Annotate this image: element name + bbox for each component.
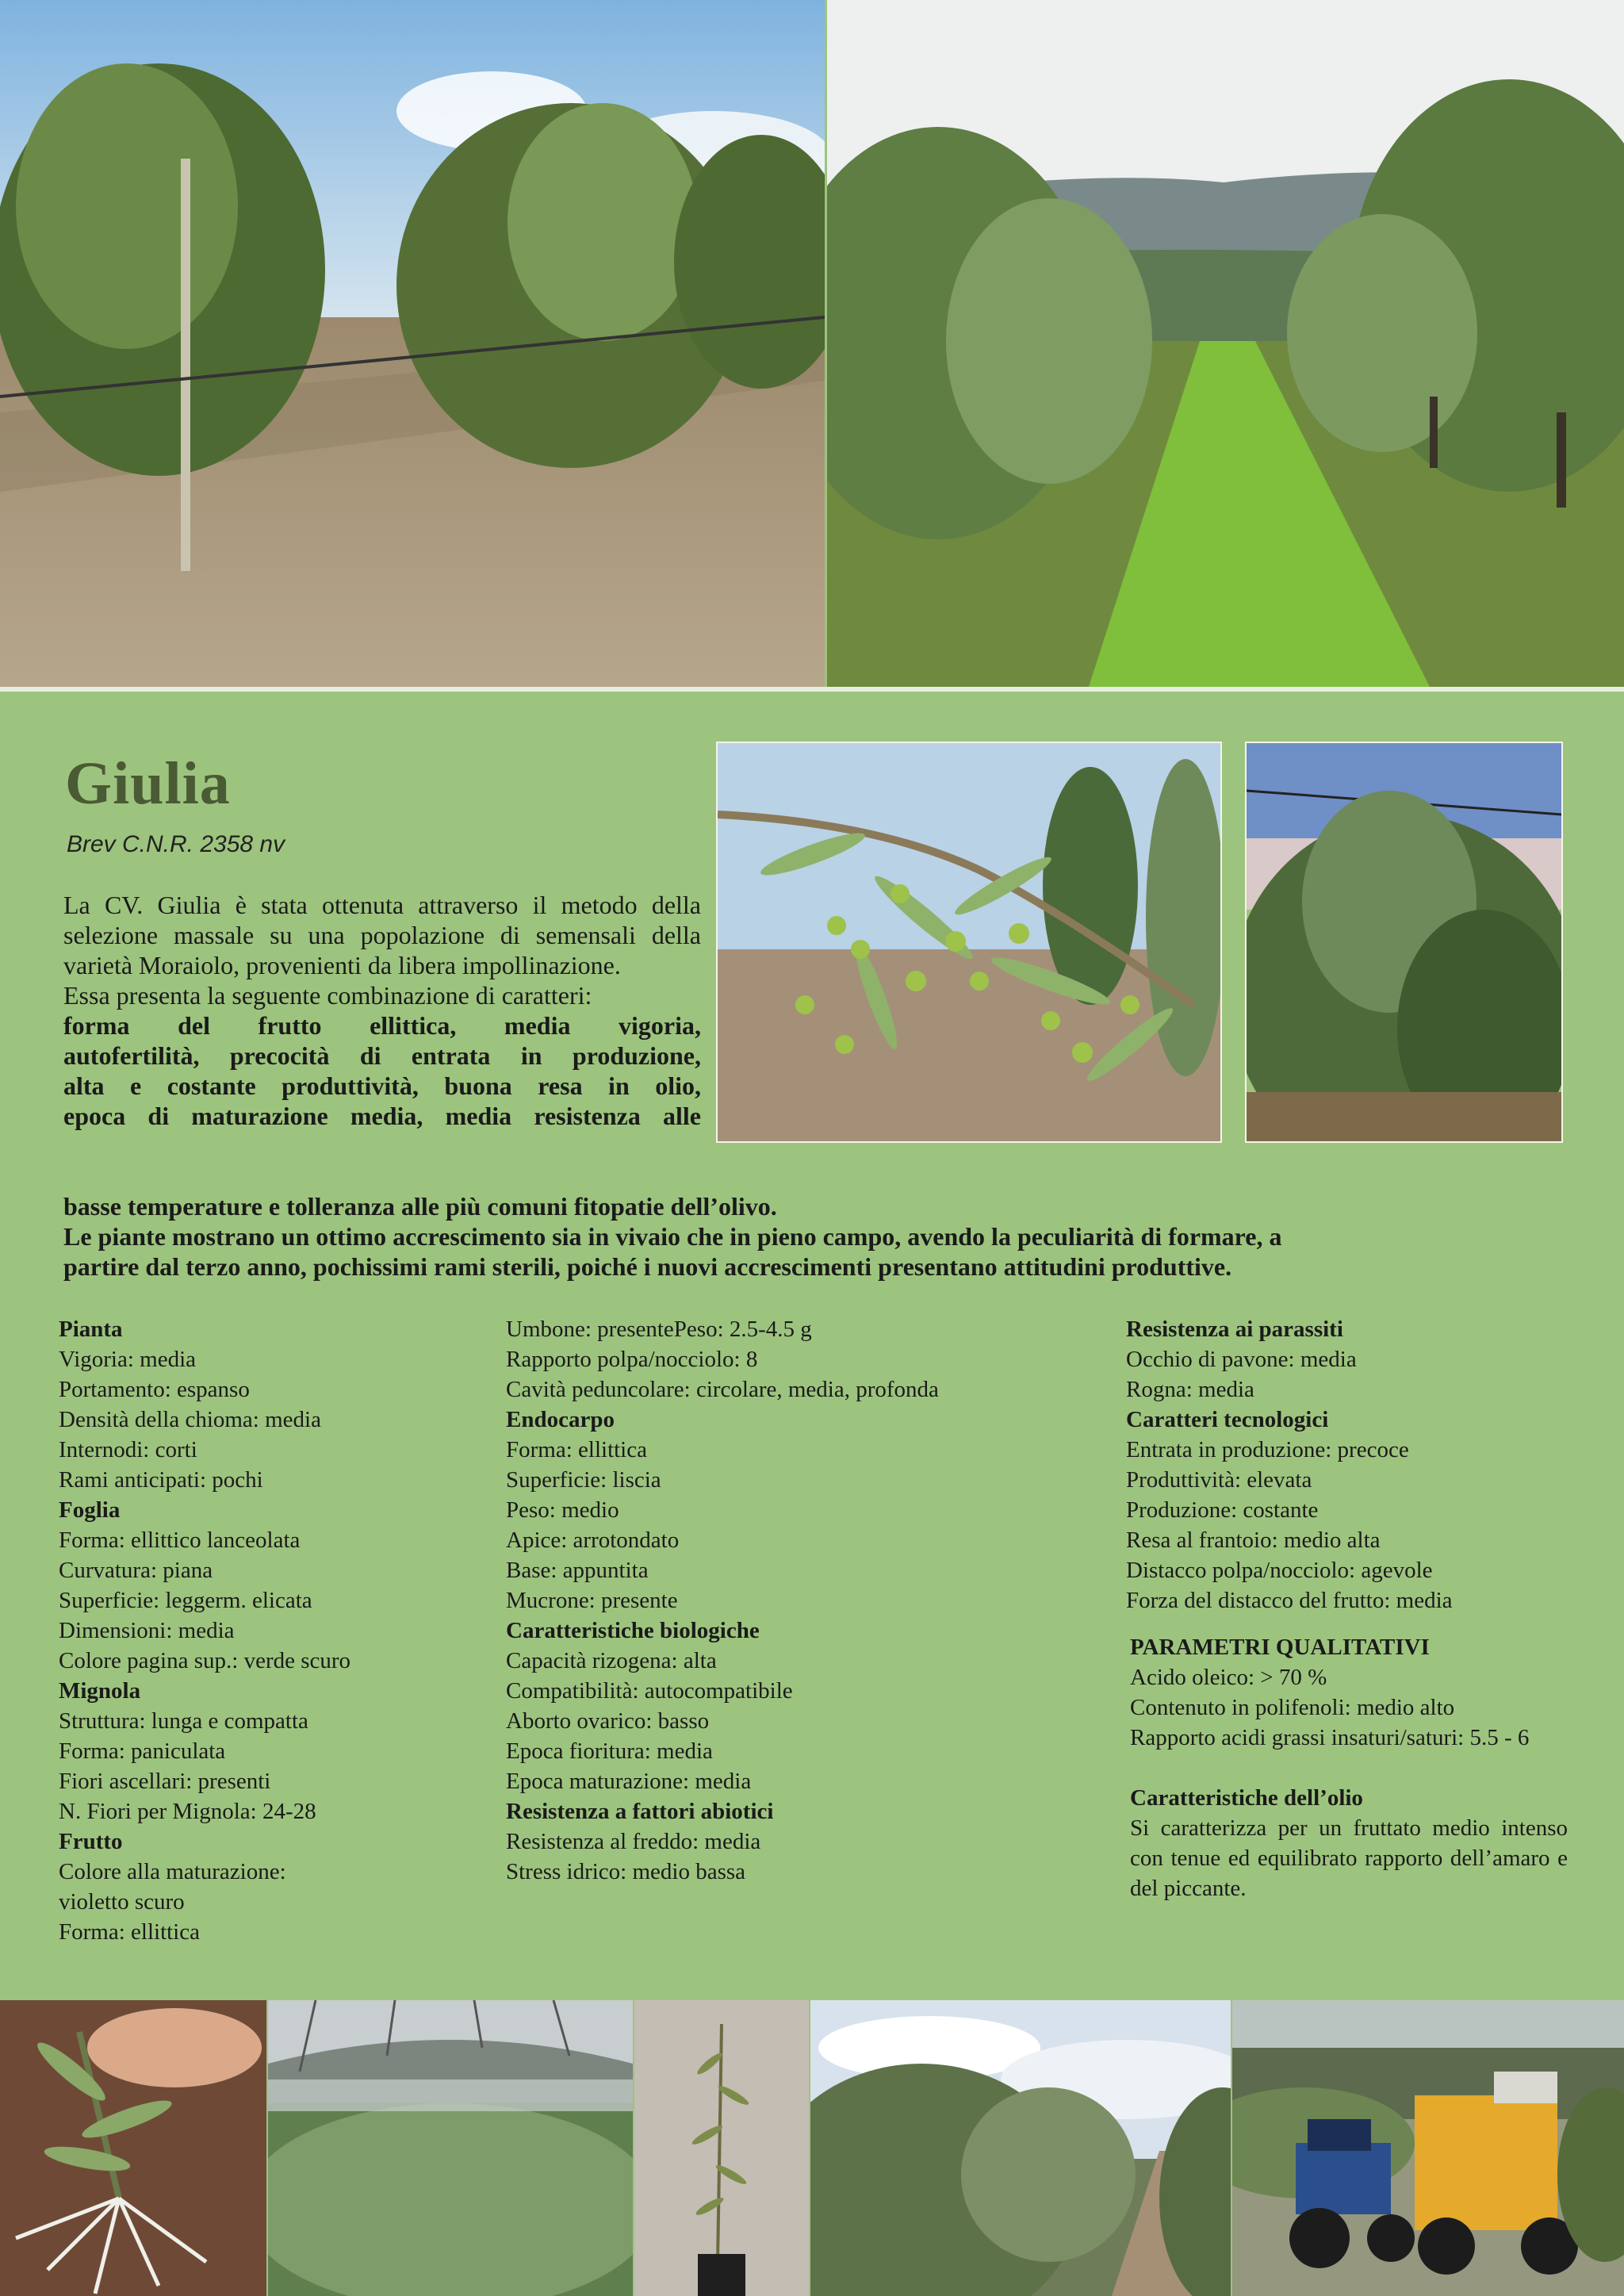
trait-item: Resa al frantoio: medio alta [1126,1527,1381,1553]
traits-column-plant [59,1314,487,1947]
photo-orchard-row [810,2000,1231,2296]
trait-item: Struttura: lunga e compatta [59,1708,308,1734]
trait-item: Colore pagina sup.: verde scuro [59,1648,351,1673]
photo-olive-fruit-branch [716,742,1222,1143]
trait-item: Aborto ovarico: basso [506,1708,710,1734]
intro-paragraph-origin: La CV. Giulia è stata ottenuta attraverso il metodo della selezione massale su una popolazione di semensali della varietà Moraiolo, provenienti da libera impollinazione. [63,891,701,979]
trait-item: Cavità peduncolare: circolare, media, profonda [506,1377,939,1402]
intro-bold-line: forma del frutto ellittica, media vigoria, [63,1011,701,1040]
trait-item: Forma: ellittico lanceolata [59,1527,301,1553]
trait-item: Portamento: espanso [59,1377,250,1402]
trait-item: Curvatura: piana [59,1558,213,1583]
photo-olive-tree [1245,742,1563,1143]
trait-item: Forma: paniculata [59,1738,226,1764]
patent-number: Brev C.N.R. 2358 nv [67,831,285,857]
trait-item: Compatibilità: autocompatibile [506,1678,793,1704]
trait-item: Distacco polpa/nocciolo: agevole [1126,1558,1433,1583]
photo-mechanical-harvester [1232,2000,1624,2296]
trait-item: Mucrone: presente [506,1588,678,1613]
trait-item: Forza del distacco del frutto: media [1126,1588,1453,1613]
top-divider [0,687,1624,692]
trait-item: violetto scuro [59,1889,185,1915]
traits-column-resistance [1126,1314,1570,1616]
trait-item: Resistenza al freddo: media [506,1829,761,1854]
oil-heading: Caratteristiche dell’olio [1130,1785,1363,1811]
trait-item: Superficie: leggerm. elicata [59,1588,312,1613]
quality-item: Rapporto acidi grassi insaturi/saturi: 5.5 - 6 [1130,1725,1530,1750]
quality-item: Contenuto in polifenoli: medio alto [1130,1695,1455,1720]
trait-item: Vigoria: media [59,1347,197,1372]
intro-wide-line: partire dal terzo anno, pochissimi rami sterili, poiché i nuovi accrescimenti presentano attitudini produttive. [63,1252,1232,1281]
section-heading: Caratteristiche biologiche [506,1618,760,1643]
section-heading: Resistenza a fattori abiotici [506,1799,774,1824]
trait-item: Base: appuntita [506,1558,649,1583]
section-heading: Mignola [59,1678,141,1704]
section-heading: Endocarpo [506,1407,615,1432]
spacer [1130,1753,1568,1783]
section-heading: Resistenza ai parassiti [1126,1317,1343,1342]
trait-item: Rapporto polpa/nocciolo: 8 [506,1347,758,1372]
photo-olive-rows-hills [827,0,1624,687]
section-heading: Foglia [59,1497,121,1523]
trait-item: Produttività: elevata [1126,1467,1312,1493]
trait-item: Colore alla maturazione: [59,1859,286,1884]
quality-heading: PARAMETRI QUALITATIVI [1130,1635,1430,1660]
trait-item: Epoca fioritura: media [506,1738,713,1764]
trait-item: Forma: ellittica [506,1437,647,1462]
section-heading: Frutto [59,1829,123,1854]
trait-item: Superficie: liscia [506,1467,661,1493]
trait-item: Capacità rizogena: alta [506,1648,717,1673]
trait-item: Occhio di pavone: media [1126,1347,1357,1372]
traits-column-endocarp [506,1314,1109,1887]
trait-item: Forma: ellittica [59,1919,200,1945]
page-title: Giulia [65,750,231,817]
trait-item: N. Fiori per Mignola: 24-28 [59,1799,316,1824]
photo-rooted-cutting [0,2000,266,2296]
intro-text [63,890,701,1131]
trait-item: Rogna: media [1126,1377,1254,1402]
trait-item: Umbone: presentePeso: 2.5-4.5 g [506,1317,812,1342]
intro-bold-line: epoca di maturazione media, media resistenza alle [63,1102,701,1130]
section-heading: Caratteri tecnologici [1126,1407,1329,1432]
trait-item: Fiori ascellari: presenti [59,1769,271,1794]
photo-greenhouse-nursery [268,2000,633,2296]
intro-wide-text [63,1191,1562,1282]
quality-parameters [1130,1632,1568,1903]
photo-potted-sapling [634,2000,809,2296]
trait-item: Internodi: corti [59,1437,197,1462]
oil-description: Si caratterizza per un fruttato medio intenso con tenue ed equilibrato rapporto dell’amaro e del piccante. [1130,1815,1568,1901]
trait-item: Apice: arrotondato [506,1527,680,1553]
trait-item: Produzione: costante [1126,1497,1319,1523]
trait-item: Stress idrico: medio bassa [506,1859,746,1884]
trait-item: Dimensioni: media [59,1618,235,1643]
section-heading: Pianta [59,1317,123,1342]
intro-paragraph-characters: Essa presenta la seguente combinazione di caratteri: [63,981,592,1010]
intro-wide-line: Le piante mostrano un ottimo accrescimento sia in vivaio che in pieno campo, avendo la peculiarità di formare, a [63,1222,1282,1251]
photo-young-olive-grove [0,0,825,687]
intro-bold-line: alta e costante produttività, buona resa in olio, [63,1071,701,1100]
intro-wide-line: basse temperature e tolleranza alle più comuni fitopatie dell’olivo. [63,1192,777,1221]
trait-item: Peso: medio [506,1497,619,1523]
trait-item: Epoca maturazione: media [506,1769,752,1794]
intro-bold-line: autofertilità, precocità di entrata in produzione, [63,1041,701,1070]
trait-item: Entrata in produzione: precoce [1126,1437,1409,1462]
quality-item: Acido oleico: > 70 % [1130,1665,1327,1690]
trait-item: Densità della chioma: media [59,1407,321,1432]
trait-item: Rami anticipati: pochi [59,1467,263,1493]
